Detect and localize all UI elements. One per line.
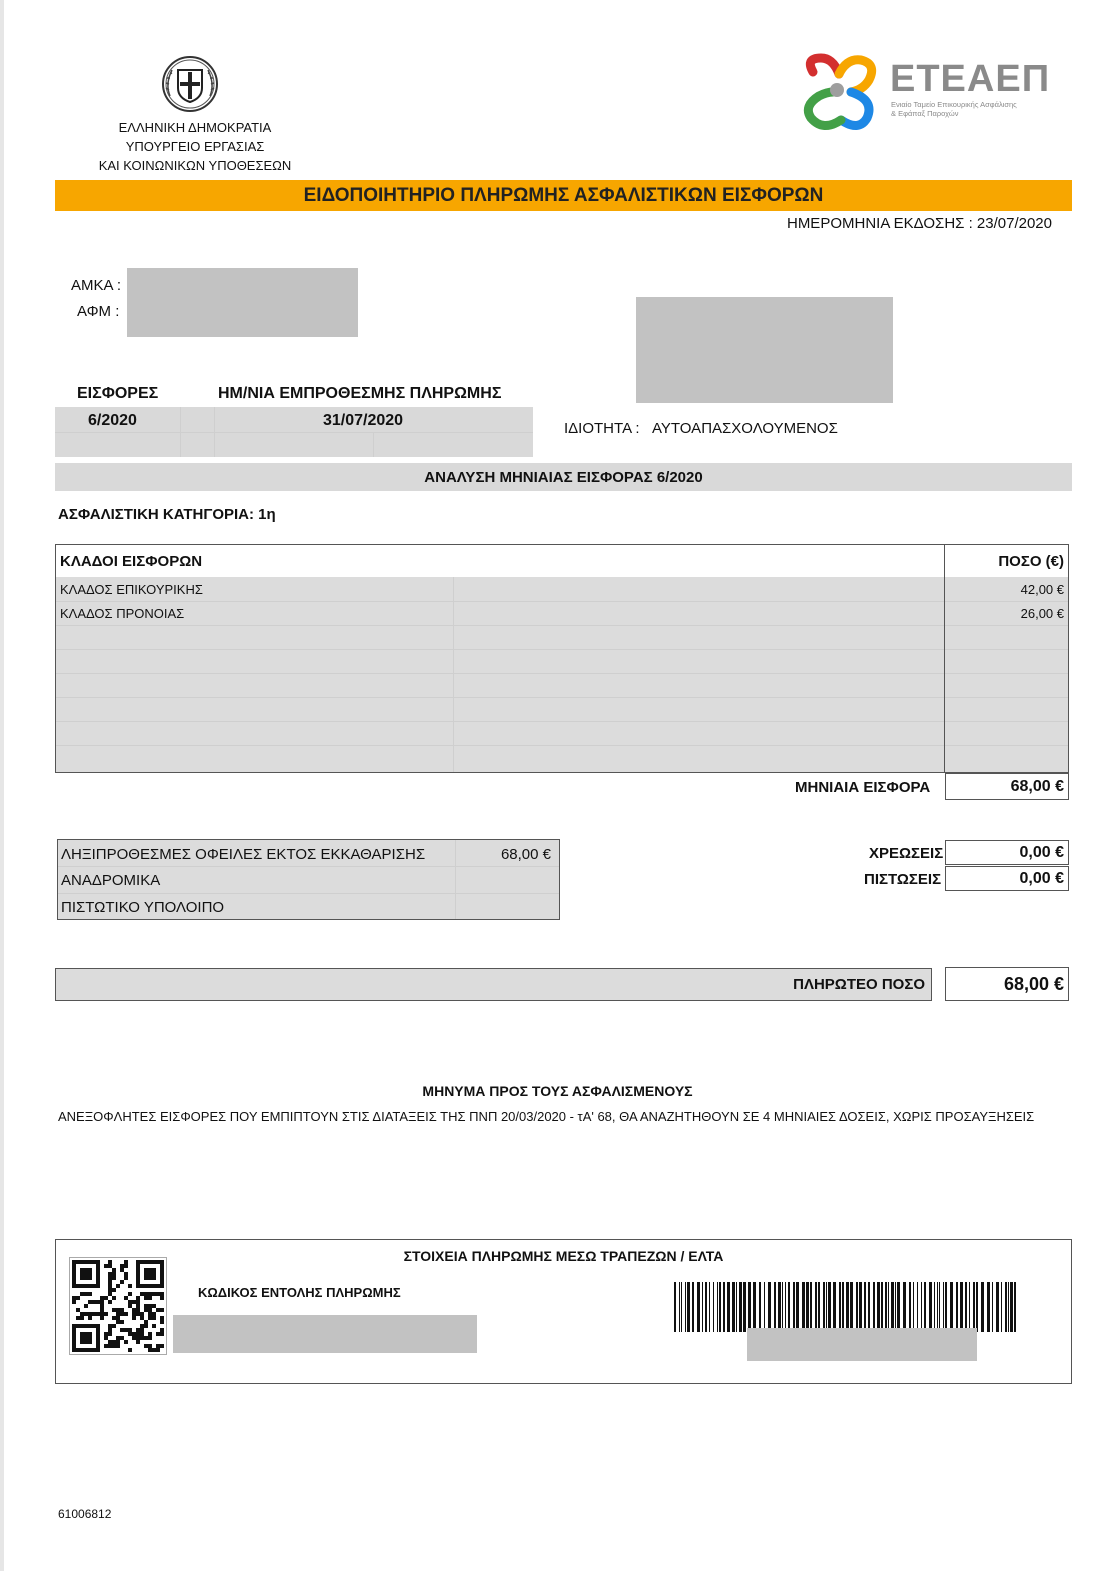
qr-code-icon: [69, 1257, 167, 1355]
gov-line-3: ΚΑΙ ΚΟΙΝΩΝΙΚΩΝ ΥΠΟΘΕΣΕΩΝ: [98, 158, 292, 173]
monthly-contribution-label: ΜΗΝΙΑΙΑ ΕΙΣΦΟΡΑ: [795, 779, 931, 796]
col-amount-header: ΠΟΣΟ (€): [998, 553, 1064, 570]
page-edge: [0, 0, 4, 1571]
document-title: ΕΙΔΟΠΟΙΗΤΗΡΙΟ ΠΛΗΡΩΜΗΣ ΑΣΦΑΛΙΣΤΙΚΩΝ ΕΙΣΦΟΡΩΝ: [303, 184, 824, 206]
insurance-category: ΑΣΦΑΛΙΣΤΙΚΗ ΚΑΤΗΓΟΡΙΑ: 1η: [58, 506, 276, 523]
message-body: ΑΝΕΞΟΦΛΗΤΕΣ ΕΙΣΦΟΡΕΣ ΠΟΥ ΕΜΠΙΠΤΟΥΝ ΣΤΙΣ ΔΙΑΤΑΞΕΙΣ ΤΗΣ ΠΝΠ 20/03/2020 - τΑ' 68, ΘΑ ΑΝΑΖΗΤΗΘΟΥΝ ΣΕ 4 ΜΗΝΙΑΙΕΣ ΔΟΣΕΙΣ, ΧΩΡΙΣ ΠΡΟΣΑΥΞΗΣΕΙΣ: [58, 1109, 1035, 1124]
column-divider: [453, 577, 454, 772]
payable-label: ΠΛΗΡΩΤΕΟ ΠΟΣΟ: [793, 976, 925, 993]
table-header: [56, 545, 1068, 578]
credits-value: 0,00 €: [945, 866, 1069, 891]
debts-row-line: [58, 893, 559, 894]
payable-bar: [55, 968, 932, 1001]
table-row: [56, 577, 1068, 602]
greek-emblem-icon: [160, 54, 220, 114]
issue-date: ΗΜΕΡΟΜΗΝΙΑ ΕΚΔΟΣΗΣ : 23/07/2020: [786, 215, 1052, 232]
amount-column-divider: [944, 545, 945, 772]
barcode-icon: [674, 1282, 1018, 1332]
retroactive-label: ΑΝΑΔΡΟΜΙΚΑ: [61, 872, 161, 889]
due-date-value: 31/07/2020: [323, 412, 404, 429]
document-code: 61006812: [58, 1507, 112, 1521]
table-row-empty: [56, 649, 1068, 674]
logo-subtitle-line-1: Ενιαίο Ταμείο Επικουρικής Ασφάλισης: [891, 100, 1017, 109]
monthly-contribution-value: 68,00 €: [945, 773, 1069, 800]
gov-line-2: ΥΠΟΥΡΓΕΙΟ ΕΡΓΑΣΙΑΣ: [125, 139, 265, 154]
period-divider: [373, 432, 374, 457]
capacity-label: ΙΔΙΟΤΗΤΑ :: [564, 420, 640, 437]
redacted-name-address: [636, 297, 893, 403]
debts-row-line: [58, 866, 559, 867]
table-row-empty: [56, 625, 1068, 650]
col-branch-header: ΚΛΑΔΟΙ ΕΙΣΦΟΡΩΝ: [60, 553, 203, 570]
credits-label: ΠΙΣΤΩΣΕΙΣ: [864, 871, 942, 888]
document-title-bar: [55, 180, 1072, 211]
gov-line-1: ΕΛΛΗΝΙΚΗ ΔΗΜΟΚΡΑΤΙΑ: [118, 120, 272, 135]
branch-amount: 26,00 €: [1020, 606, 1064, 621]
charges-value: 0,00 €: [945, 840, 1069, 865]
logo-subtitle: [891, 100, 1017, 118]
eteaep-logo-icon: [799, 52, 881, 134]
amka-label: ΑΜΚΑ :: [71, 277, 122, 294]
message-title: ΜΗΝΥΜΑ ΠΡΟΣ ΤΟΥΣ ΑΣΦΑΛΙΣΜΕΝΟΥΣ: [422, 1083, 693, 1099]
table-row-empty: [56, 673, 1068, 698]
table-body: [56, 577, 1068, 772]
analysis-title: ΑΝΑΛΥΣΗ ΜΗΝΙΑΙΑΣ ΕΙΣΦΟΡΑΣ 6/2020: [424, 468, 703, 486]
table-row: [56, 601, 1068, 626]
contributions-label: ΕΙΣΦΟΡΕΣ: [77, 385, 159, 402]
payment-code-label: ΚΩΔΙΚΟΣ ΕΝΤΟΛΗΣ ΠΛΗΡΩΜΗΣ: [198, 1285, 401, 1300]
contribution-branches-table: [55, 544, 1069, 773]
debts-box: [57, 839, 560, 920]
table-row-empty: [56, 697, 1068, 722]
redacted-ids: [127, 268, 358, 337]
redacted-barcode-number: [747, 1328, 977, 1361]
payment-title: ΣΤΟΙΧΕΙΑ ΠΛΗΡΩΜΗΣ ΜΕΣΩ ΤΡΑΠΕΖΩΝ / ΕΛΤΑ: [403, 1248, 724, 1264]
analysis-header: [55, 463, 1072, 491]
overdue-label: ΛΗΞΙΠΡΟΘΕΣΜΕΣ ΟΦΕΙΛΕΣ ΕΚΤΟΣ ΕΚΚΑΘΑΡΙΣΗΣ: [61, 846, 426, 863]
logo-subtitle-line-2: & Εφάπαξ Παροχών: [891, 109, 959, 118]
logo-text: ΕΤΕΑΕΠ: [890, 58, 1051, 100]
branch-name: ΚΛΑΔΟΣ ΕΠΙΚΟΥΡΙΚΗΣ: [60, 582, 203, 597]
capacity-value: ΑΥΤΟΑΠΑΣΧΟΛΟΥΜΕΝΟΣ: [652, 420, 838, 437]
period-row-line: [55, 432, 533, 433]
ministry-header: [60, 118, 330, 175]
table-row-empty: [56, 745, 1068, 769]
branch-amount: 42,00 €: [1020, 582, 1064, 597]
branch-name: ΚΛΑΔΟΣ ΠΡΟΝΟΙΑΣ: [60, 606, 185, 621]
debts-divider: [455, 840, 456, 919]
overdue-value: 68,00 €: [500, 846, 551, 863]
redacted-payment-code: [173, 1315, 477, 1353]
credit-balance-label: ΠΙΣΤΩΤΙΚΟ ΥΠΟΛΟΙΠΟ: [61, 899, 225, 916]
due-date-label: ΗΜ/ΝΙΑ ΕΜΠΡΟΘΕΣΜΗΣ ΠΛΗΡΩΜΗΣ: [218, 385, 502, 402]
contributions-value: 6/2020: [88, 412, 137, 429]
table-row-empty: [56, 721, 1068, 746]
payment-details-box: [55, 1239, 1072, 1384]
payable-value: 68,00 €: [945, 967, 1069, 1001]
charges-label: ΧΡΕΩΣΕΙΣ: [869, 845, 944, 862]
afm-label: ΑΦΜ :: [77, 303, 120, 320]
